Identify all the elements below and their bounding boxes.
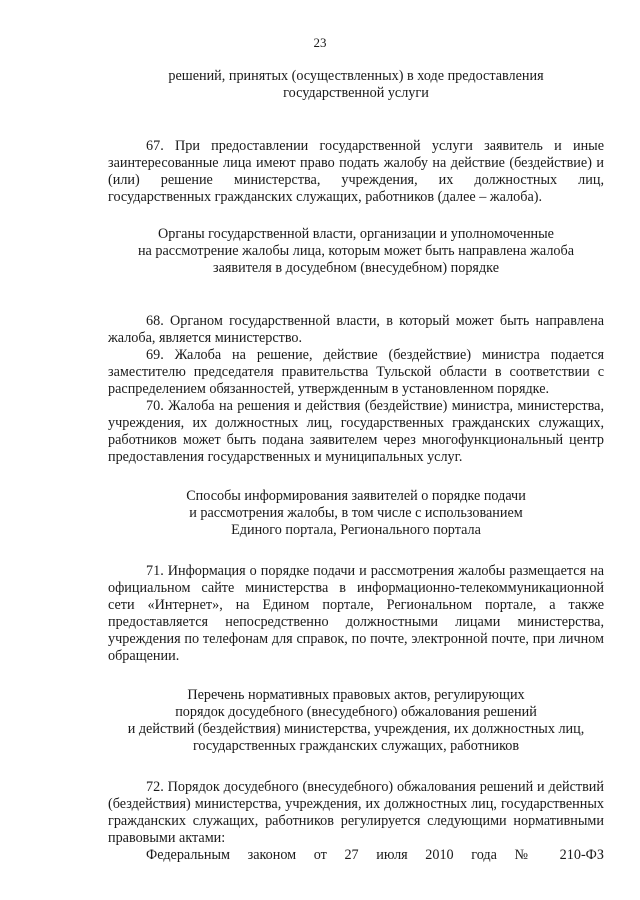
section-heading — [108, 226, 604, 277]
heading-line: и рассмотрения жалобы, в том числе с использованием — [189, 505, 523, 521]
heading-line: Органы государственной власти, организации и уполномоченные — [158, 226, 554, 242]
section-heading — [108, 687, 604, 755]
paragraph-67: 67. При предоставлении государственной услуги заявитель и иные заинтересованные лица имеют право подать жалобу на действие (бездействие) и (или) решение министерства, учреждения, их должностных лиц, государственных гражданских служащих, работников (далее – жалоба). — [108, 138, 604, 205]
heading-line: государственной услуги — [283, 85, 429, 101]
paragraph-69: 69. Жалоба на решение, действие (бездействие) министра подается заместителю председателя правительства Тульской области в соответствии с распределением обязанностей, утвержденным в установленном порядке. — [108, 347, 604, 397]
document-body — [108, 68, 604, 864]
heading-line: на рассмотрение жалобы лица, которым может быть направлена жалоба — [137, 243, 575, 259]
heading-line: порядок досудебного (внесудебного) обжалования решений — [175, 704, 537, 720]
paragraph-70: 70. Жалоба на решения и действия (бездействие) министра, министерства, учреждения, их должностных лиц, государственных гражданских служащих, работников может быть подана заявителем через многофункциональный центр предоставления государственных и муниципальных услуг. — [108, 398, 604, 465]
heading-line: и действий (бездействия) министерства, учреждения, их должностных лиц, — [127, 721, 585, 737]
heading-line: Единого портала, Регионального портала — [231, 522, 481, 538]
paragraph-73-start: Федеральным законом от 27 июля 2010 года № 210-ФЗ — [146, 847, 604, 863]
section-heading — [108, 68, 604, 102]
page-number: 23 — [313, 35, 327, 50]
heading-line: заявителя в досудебном (внесудебном) порядке — [213, 260, 499, 276]
heading-line: Перечень нормативных правовых актов, регулирующих — [187, 687, 525, 703]
paragraph-72: 72. Порядок досудебного (внесудебного) обжалования решений и действий (бездействия) министерства, учреждения, их должностных лиц, государственных гражданских служащих, работников регулируется следующими нормативными правовыми актами: — [108, 779, 604, 846]
heading-line: Способы информирования заявителей о порядке подачи — [186, 488, 526, 504]
heading-line: государственных гражданских служащих, работников — [192, 738, 520, 754]
heading-line: решений, принятых (осуществленных) в ходе предоставления — [168, 68, 544, 84]
paragraph-68: 68. Органом государственной власти, в который может быть направлена жалоба, является министерство. — [108, 313, 604, 346]
paragraph-71: 71. Информация о порядке подачи и рассмотрения жалобы размещается на официальном сайте министерства в информационно-телекоммуникационной сети «Интернет», на Едином портале, Региональном портале, а также предоставляется непосредственно должностными лицами министерства, учреждения по телефонам для справок, по почте, электронной почте, при личном обращении. — [108, 563, 604, 664]
section-heading — [108, 488, 604, 539]
